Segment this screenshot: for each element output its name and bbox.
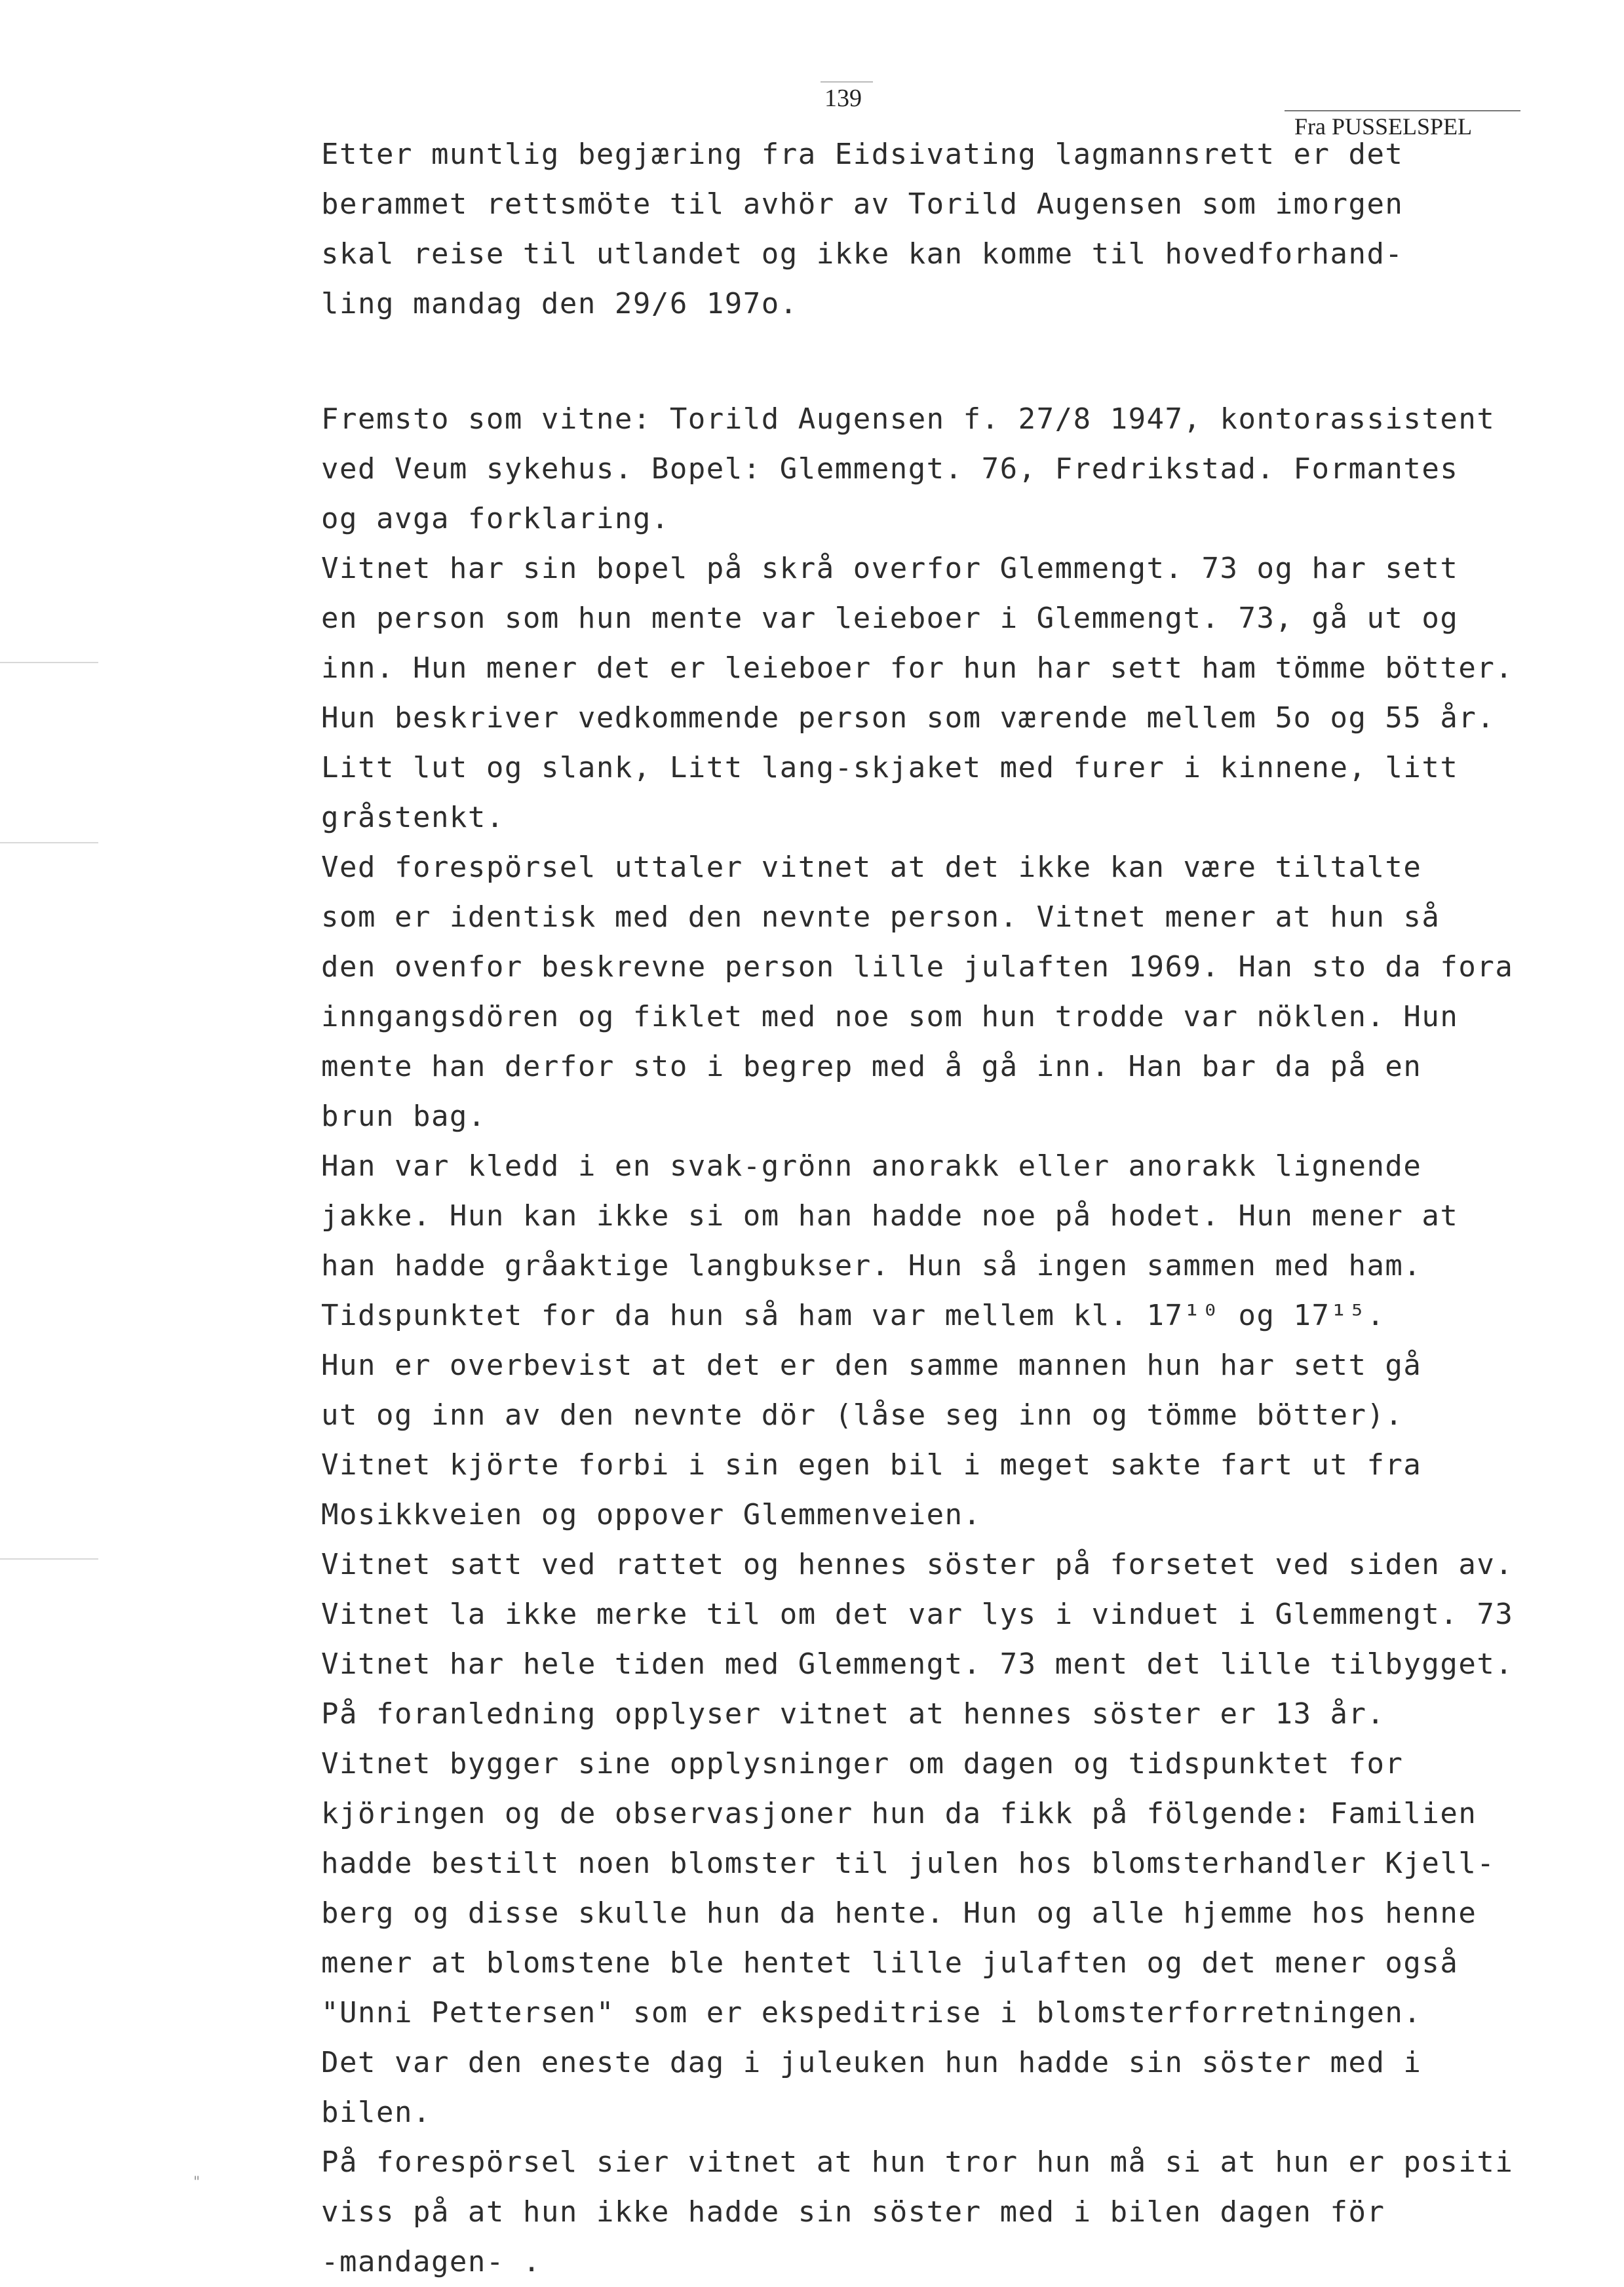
text-line: berammet rettsmöte til avhör av Torild Augensen som imorgen xyxy=(321,187,1404,221)
text-line: Vitnet bygger sine opplysninger om dagen og tidspunktet for xyxy=(321,1747,1404,1780)
text-line: Vitnet satt ved rattet og hennes söster på forsetet ved siden av. xyxy=(321,1548,1514,1581)
text-line: jakke. Hun kan ikke si om han hadde noe på hodet. Hun mener at xyxy=(321,1199,1459,1233)
text-line: berg og disse skulle hun da hente. Hun og alle hjemme hos henne xyxy=(321,1896,1477,1930)
text-line: inngangsdören og fiklet med noe som hun trodde var nöklen. Hun xyxy=(321,1000,1459,1033)
text-line: mente han derfor sto i begrep med å gå inn. Han bar da på en xyxy=(321,1050,1422,1083)
text-line: Vitnet har sin bopel på skrå overfor Glemmengt. 73 og har sett xyxy=(321,552,1459,585)
text-line: hadde bestilt noen blomster til julen hos blomsterhandler Kjell- xyxy=(321,1847,1496,1880)
text-line: som er identisk med den nevnte person. Vitnet mener at hun så xyxy=(321,900,1440,934)
text-line: Det var den eneste dag i juleuken hun hadde sin söster med i xyxy=(321,2046,1422,2079)
text-line: På forespörsel sier vitnet at hun tror hun må si at hun er positi xyxy=(321,2145,1514,2179)
text-line: Tidspunktet for da hun så ham var mellem kl. 17¹⁰ og 17¹⁵. xyxy=(321,1299,1385,1332)
punch-hole-mark xyxy=(0,842,98,843)
text-line: gråstenkt. xyxy=(321,801,505,834)
text-line: Litt lut og slank, Litt lang-skjaket med furer i kinnene, litt xyxy=(321,751,1459,784)
text-line: Han var kledd i en svak-grönn anorakk eller anorakk lignende xyxy=(321,1149,1422,1183)
text-line: den ovenfor beskrevne person lille julaften 1969. Han sto da fora xyxy=(321,950,1514,984)
text-line: skal reise til utlandet og ikke kan komme til hovedforhand- xyxy=(321,237,1404,271)
paragraph-hearing-notice xyxy=(321,130,1606,329)
text-line: Vitnet kjörte forbi i sin egen bil i meget sakte fart ut fra xyxy=(321,1448,1422,1482)
punch-hole-mark xyxy=(0,662,98,663)
text-line: Fremsto som vitne: Torild Augensen f. 27/8 1947, kontorassistent xyxy=(321,402,1496,436)
text-line: og avga forklaring. xyxy=(321,502,670,535)
text-line: Hun er overbevist at det er den samme mannen hun har sett gå xyxy=(321,1349,1422,1382)
paragraph-gap xyxy=(321,329,1606,394)
text-line: "Unni Pettersen" som er ekspeditrise i blomsterforretningen. xyxy=(321,1996,1422,2029)
text-line: mener at blomstene ble hentet lille julaften og det mener også xyxy=(321,1946,1459,1980)
source-label: Fra PUSSELSPEL xyxy=(1294,113,1473,140)
text-line: ved Veum sykehus. Bopel: Glemmengt. 76, Fredrikstad. Formantes xyxy=(321,452,1459,486)
text-line: ut og inn av den nevnte dör (låse seg inn og tömme bötter). xyxy=(321,1398,1404,1432)
source-rule xyxy=(1285,110,1520,111)
text-line: Etter muntlig begjæring fra Eidsivating lagmannsrett er det xyxy=(321,138,1404,171)
text-line: inn. Hun mener det er leieboer for hun har sett ham tömme bötter. xyxy=(321,651,1514,685)
text-line: Mosikkveien og oppover Glemmenveien. xyxy=(321,1498,982,1531)
text-line: en person som hun mente var leieboer i Glemmengt. 73, gå ut og xyxy=(321,602,1459,635)
text-line: Vitnet la ikke merke til om det var lys i vinduet i Glemmengt. 73 xyxy=(321,1598,1514,1631)
punch-hole-mark xyxy=(0,1558,98,1560)
text-line: -mandagen- . xyxy=(321,2245,541,2278)
text-line: brun bag. xyxy=(321,1100,486,1133)
text-line: Ved forespörsel uttaler vitnet at det ikke kan være tiltalte xyxy=(321,851,1422,884)
text-line: ling mandag den 29/6 197o. xyxy=(321,287,798,320)
page-number: 139 xyxy=(824,85,862,112)
text-line: viss på at hun ikke hadde sin söster med i bilen dagen för xyxy=(321,2195,1385,2229)
page-number-rule xyxy=(821,81,873,83)
text-line: han hadde gråaktige langbukser. Hun så ingen sammen med ham. xyxy=(321,1249,1422,1282)
paragraph-witness-statement xyxy=(321,394,1606,2287)
text-line: bilen. xyxy=(321,2096,431,2129)
text-line: Vitnet har hele tiden med Glemmengt. 73 ment det lille tilbygget. xyxy=(321,1647,1514,1681)
stray-mark: " xyxy=(193,2174,201,2191)
text-line: Hun beskriver vedkommende person som værende mellem 5o og 55 år. xyxy=(321,701,1496,735)
text-line: kjöringen og de observasjoner hun da fikk på fölgende: Familien xyxy=(321,1797,1477,1830)
document-body xyxy=(321,130,1606,2287)
text-line: På foranledning opplyser vitnet at hennes söster er 13 år. xyxy=(321,1697,1385,1731)
